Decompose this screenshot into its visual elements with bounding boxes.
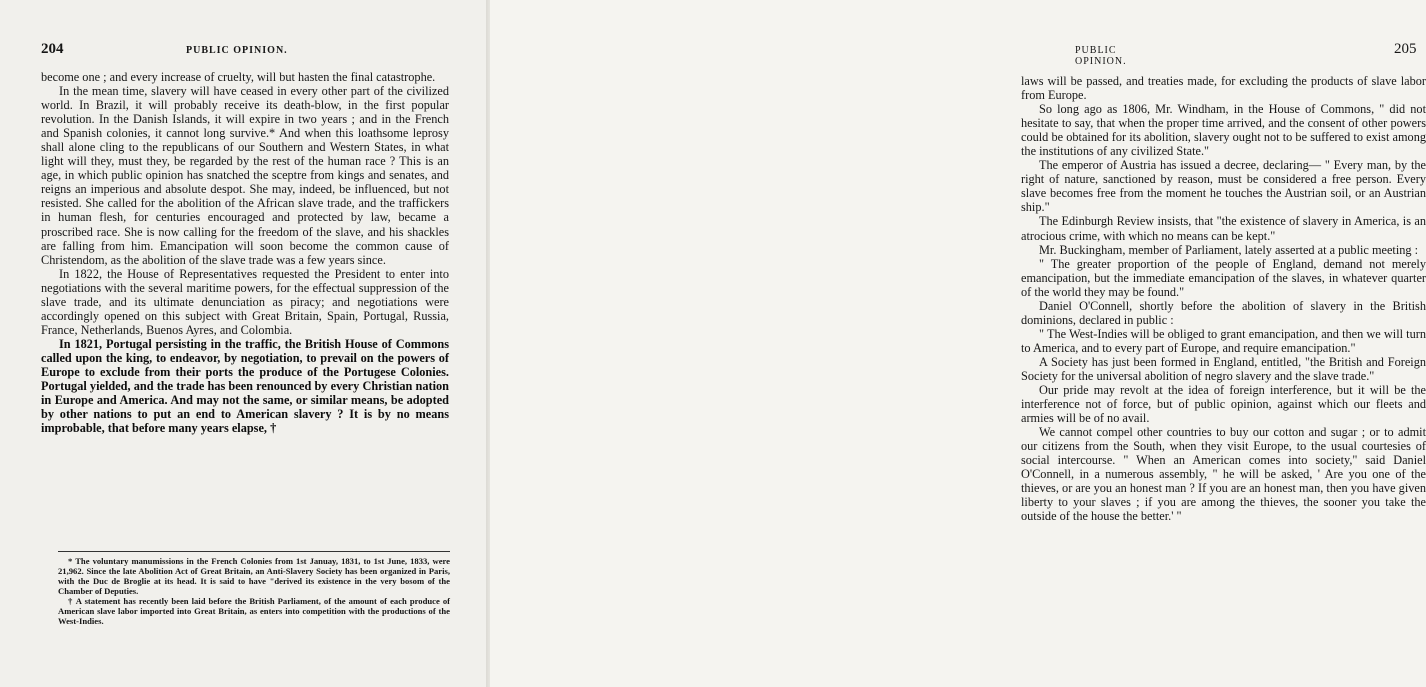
right-paragraph: Mr. Buckingham, member of Parliament, lately asserted at a public meeting :	[1039, 242, 1419, 257]
right-body-text	[1021, 74, 1426, 524]
right-paragraph: A Society has just been formed in England, entitled, "the British and Foreign Society for the universal abolition of negro slavery and the slave trade."	[1021, 354, 1426, 383]
footnote: † A statement has recently been laid before the British Parliament, of the amount of each produce of American slave labor imported into Great Britain, as enters into competition with the productions of the West-Indies.	[58, 596, 450, 626]
left-paragraph: In 1822, the House of Representatives requested the President to enter into negotiations with the several maritime powers, for the effectual suppression of the slave trade, and its ultimate denunciation as piracy; and negotiations were accordingly opened on this subject with Great Britain, Spain, Portugal, Russia, France, Netherlands, Buenos Ayres, and Colombia.	[41, 266, 449, 337]
right-paragraph: We cannot compel other countries to buy our cotton and sugar ; or to admit our citizens from the South, when they visit Europe, to the usual courtesies of social intercourse. " When an American comes into society," said Daniel O'Connell, in a numerous assembly, " he will be asked, ' Are you one of the thieves, or are you an honest man ? If you are an honest man, then you have given liberty to your slaves ; if you are among the thieves, the sooner you take the outside of the house the better.' "	[1021, 425, 1426, 524]
right-paragraph: Our pride may revolt at the idea of foreign interference, but it will be the interference not of force, but of public opinion, against which our fleets and armies will be of no avail.	[1021, 383, 1426, 426]
left-running-head: PUBLIC OPINION.	[186, 45, 288, 56]
right-page	[490, 0, 1426, 687]
right-paragraph: Daniel O'Connell, shortly before the abolition of slavery in the British dominions, declared in public :	[1021, 298, 1426, 327]
right-paragraph: The emperor of Austria has issued a decree, declaring— " Every man, by the right of nature, sanctioned by reason, must be considered a free person. Every slave becomes free from the moment he touches the Austrian soil, or an Austrian ship."	[1021, 158, 1426, 215]
footnote: * The voluntary manumissions in the French Colonies from 1st Januay, 1831, to 1st June, 1833, were 21,962. Since the late Abolition Act of Great Britain, an Anti-Slavery Society has been organized in Paris, with the Duc de Broglie at its head. It is said to have "derived its existence in the very bosom of the Chamber of Deputies.	[58, 556, 450, 596]
left-page	[0, 0, 490, 687]
left-paragraph: become one ; and every increase of cruelty, will but hasten the final catastrophe.	[41, 70, 436, 84]
left-body-text	[41, 70, 449, 435]
right-paragraph: laws will be passed, and treaties made, for excluding the products of slave labor from Europe.	[1021, 74, 1426, 103]
right-paragraph: " The West-Indies will be obliged to grant emancipation, and then we will turn to America, and to every part of Europe, and require emancipation."	[1021, 326, 1426, 355]
right-paragraph: " The greater proportion of the people of England, demand not merely emancipation, but the immediate emancipation of the slaves, in whatever quarter of the world they may be found."	[1021, 256, 1426, 299]
left-footnotes	[58, 556, 450, 626]
right-paragraph: So long ago as 1806, Mr. Windham, in the House of Commons, " did not hesitate to say, that when the proper time arrived, and the consent of other powers could be obtained for its abolition, slavery ought not to be suffered to exist among the institutions of any civilized State."	[1021, 102, 1426, 159]
right-paragraph: The Edinburgh Review insists, that "the existence of slavery in America, is an atrocious crime, with which no means can be kept."	[1021, 214, 1426, 243]
left-paragraph: In the mean time, slavery will have ceased in every other part of the civilized world. In Brazil, it will probably receive its death-blow, in the first popular revolution. In the Danish Islands, it will expire in two years ; and in the French and Spanish colonies, it cannot long survive.* And when this loathsome leprosy shall alone cling to the republicans of our Southern and Western States, in what light will they, must they, be regarded by the rest of the human race ? This is an age, in which public opinion has snatched the sceptre from kings and senates, and reigns an imperious and absolute despot. She may, indeed, be influenced, but not resisted. She called for the abolition of the African slave trade, and the traffickers in human flesh, for centuries encouraged and protected by law, became a proscribed race. She is now calling for the freedom of the slave, and his shackles are falling from him. Emancipation will soon become the common cause of Christendom, as the abolition of the slave trade was a few years since.	[41, 84, 449, 267]
right-page-number: 205	[1394, 41, 1417, 57]
left-paragraph: In 1821, Portugal persisting in the traffic, the British House of Commons called upon the king, to endeavor, by negotiation, to prevail on the powers of Europe to exclude from their ports the produce of the Portugese Colonies. Portugal yielded, and the trade has been renounced by every Christian nation in Europe and America. And may not the same, or similar means, be adopted by other nations to put an end to American slavery ? It is by no means improbable, that before many years elapse, †	[41, 336, 449, 436]
footnote-rule	[58, 551, 450, 552]
left-page-number: 204	[41, 41, 64, 57]
right-running-head: PUBLIC OPINION.	[1075, 45, 1127, 67]
